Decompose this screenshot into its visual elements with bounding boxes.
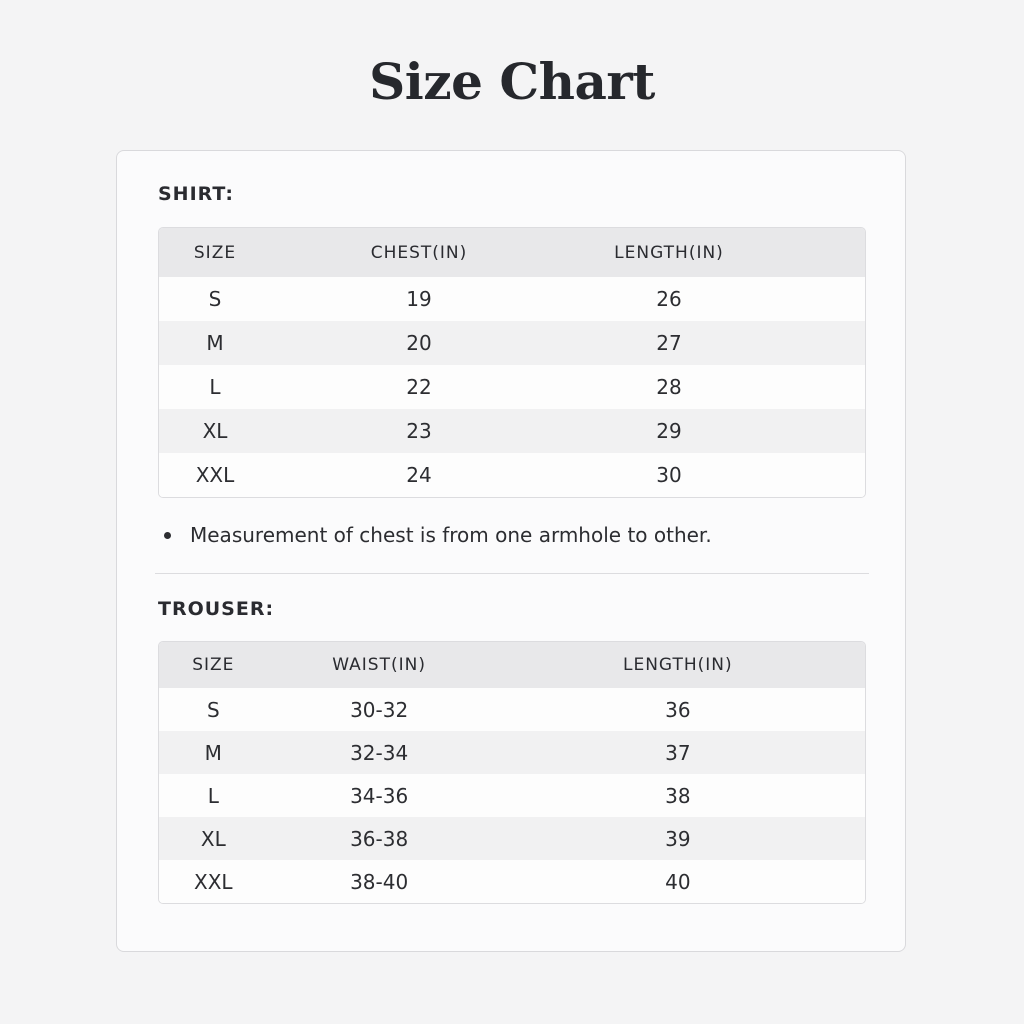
table-cell: M xyxy=(206,331,224,355)
table-row xyxy=(159,365,865,409)
table-cell: 19 xyxy=(406,287,432,311)
table-cell: 38-40 xyxy=(350,869,409,894)
section-divider xyxy=(155,573,869,574)
table-row xyxy=(159,321,865,365)
note-text: Measurement of chest is from one armhole to other. xyxy=(190,523,712,547)
column-header: WAIST(IN) xyxy=(332,655,426,675)
table-cell: 38 xyxy=(665,783,691,808)
table-row xyxy=(159,860,865,903)
table-cell: 29 xyxy=(656,419,682,443)
column-header: SIZE xyxy=(193,242,237,263)
chest-measurement-note xyxy=(164,523,712,547)
table-cell: 36-38 xyxy=(350,826,409,851)
column-header: CHEST(IN) xyxy=(370,242,468,263)
trouser-size-table xyxy=(158,641,866,904)
table-cell: S xyxy=(206,697,220,722)
column-header: LENGTH(IN) xyxy=(622,655,733,675)
table-cell: 20 xyxy=(406,331,432,355)
table-cell: 36 xyxy=(665,697,691,722)
table-row xyxy=(159,774,865,817)
table-row xyxy=(159,817,865,860)
table-cell: 26 xyxy=(656,287,682,311)
table-cell: XXL xyxy=(195,463,235,487)
table-cell: 40 xyxy=(665,869,691,894)
bullet-icon xyxy=(164,532,171,539)
table-cell: L xyxy=(207,783,219,808)
column-header: LENGTH(IN) xyxy=(614,242,724,263)
table-row xyxy=(159,453,865,497)
table-row xyxy=(159,277,865,321)
shirt-section-title: SHIRT: xyxy=(158,183,234,205)
column-header: SIZE xyxy=(192,655,235,675)
table-cell: L xyxy=(209,375,221,399)
table-row xyxy=(159,731,865,774)
table-cell: S xyxy=(208,287,222,311)
table-cell: 30-32 xyxy=(350,697,409,722)
table-cell: XL xyxy=(202,419,228,443)
table-cell: 37 xyxy=(665,740,691,765)
table-cell: 24 xyxy=(406,463,432,487)
trouser-section-title: TROUSER: xyxy=(158,598,275,620)
table-row xyxy=(159,688,865,731)
table-header-row xyxy=(159,228,865,277)
table-cell: M xyxy=(204,740,222,765)
table-cell: 27 xyxy=(656,331,682,355)
table-row xyxy=(159,409,865,453)
table-header-row xyxy=(159,642,865,688)
table-cell: 28 xyxy=(656,375,682,399)
size-chart-card xyxy=(116,150,906,952)
shirt-size-table xyxy=(158,227,866,498)
table-cell: 34-36 xyxy=(350,783,409,808)
table-cell: XL xyxy=(200,826,226,851)
table-cell: 22 xyxy=(406,375,432,399)
table-cell: 32-34 xyxy=(350,740,409,765)
table-cell: XXL xyxy=(194,869,233,894)
table-cell: 30 xyxy=(656,463,682,487)
table-cell: 39 xyxy=(665,826,691,851)
page-title: Size Chart xyxy=(369,52,655,111)
table-cell: 23 xyxy=(406,419,432,443)
